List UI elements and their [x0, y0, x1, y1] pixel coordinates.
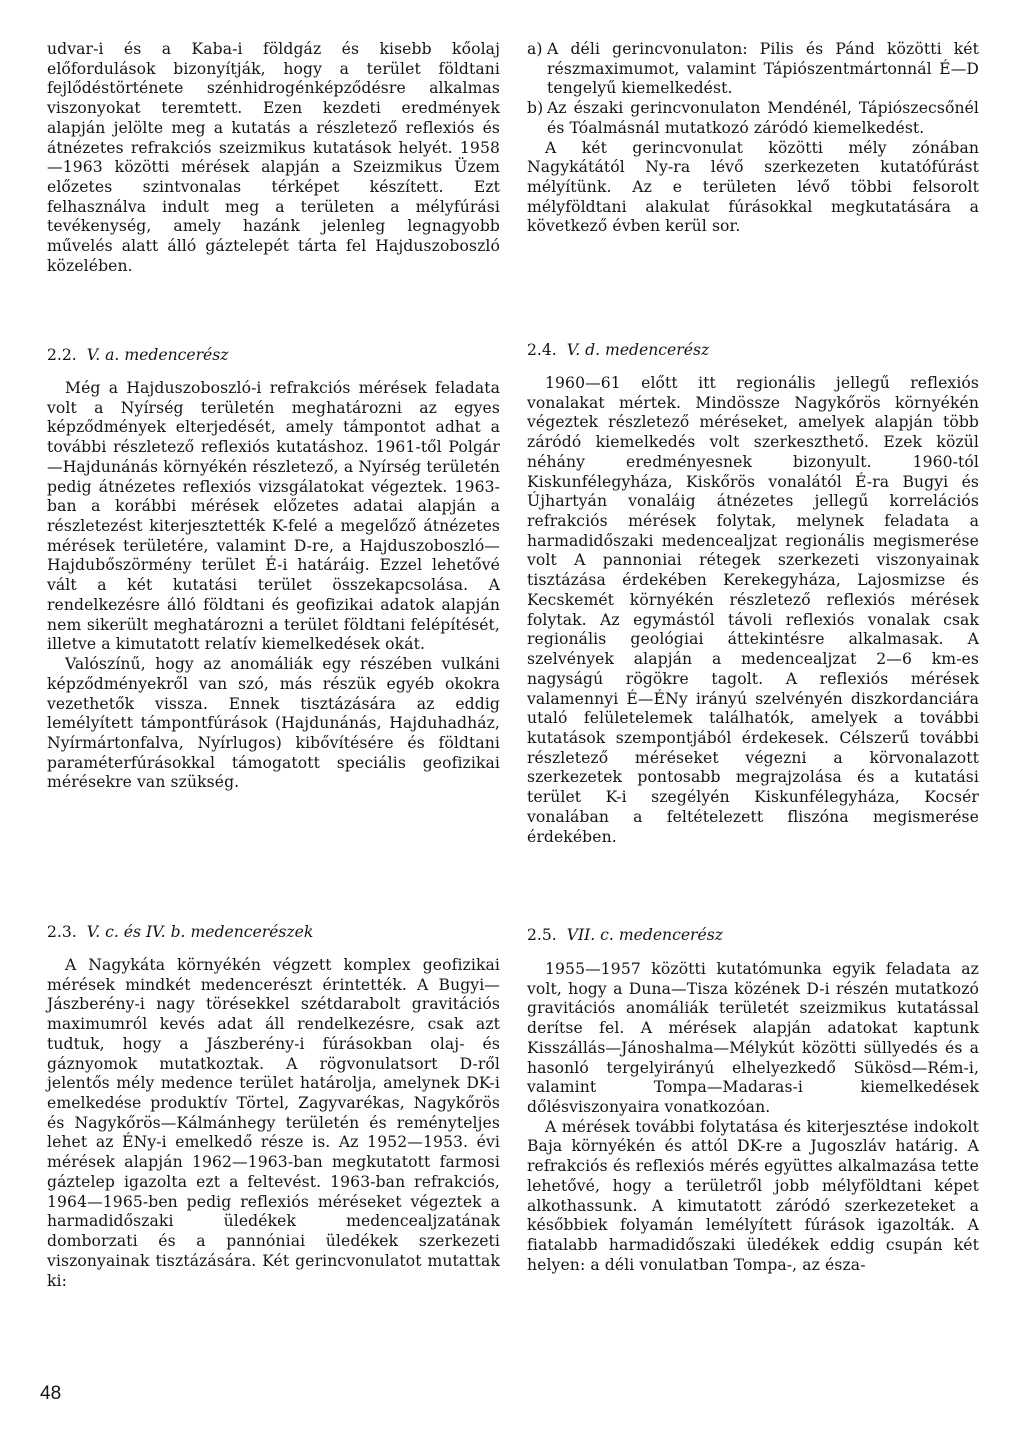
section-number: 2.2. [47, 346, 77, 364]
paragraph-text: A Nagykáta környékén végzett komplex geofizikai mérések mindkét medencerészt érintették. A Bugyi—Jászberény-i nagy törésekkel szétdarabolt gravitációs maximumról kevés adat áll rendelkezésre, csak azt tudtuk, hogy a Jászberény-i fúrásokban olaj- és gáznyomok mutatkoztak. A rögvonulatsort D-ről jelentős mély medence terület határolja, amelynek DK-i emelkedése produktív Törtel, Zagyvarékas, Nagykőrös és Nagykőrös—Kálmánhegy területén és reményteljes lehet az ÉNy-i emelkedő része is. Az 1952—1953. évi mérések alapján 1962—1963-ban megkutatott farmosi gáztelep igazolta ezt a feltevést. 1963-ban refrakciós, 1964—1965-ben pedig reflexiós méréseket végeztek a harmadidőszaki üledékek medencealjzatának domborzati és a pannóniai üledékek szerkezeti viszonyainak tisztázására. Két gerincvonulatot mutattak ki: [47, 956, 500, 1290]
section-heading-2-4 [527, 340, 709, 360]
section-2-4-body [527, 374, 979, 847]
section-number: 2.4. [527, 341, 557, 359]
section-title: V. c. és IV. b. medencerészek [86, 923, 314, 941]
paragraph-text: udvar-i és a Kaba-i földgáz és kisebb kőolaj előfordulások bizonyítják, hogy a terület földtani fejlődéstörténete szénhidrogénképződésre alkalmas viszonyokat teremtett. Ezen kezdeti eredmények alapján jelölte meg a kutatás a részletező reflexiós és átnézetes refrakciós szeizmikus kutatások helyét. 1958—1963 közötti mérések alapján a Szeizmikus Üzem előzetes szintvonalas térképet készített. Ezt felhasználva indult meg a területen a mélyfúrási tevékenység, amely hazánk jelenleg legnagyobb művelés alatt álló gáztelepét tárta fel Hajduszoboszló közelében. [47, 40, 500, 275]
section-title: V. a. medencerész [86, 346, 229, 364]
list-item [527, 99, 979, 138]
section-2-2-body [47, 379, 500, 793]
list-text: Az északi gerincvonulaton Mendénél, Tápiószecsőnél és Tóalmásnál mutatkozó záródó kiemelkedést. [547, 99, 979, 137]
paragraph-text: Még a Hajduszoboszló-i refrakciós mérések feladata volt a Nyírség területén meghatározni az egyes képződmények elterjedését, amely támpontot adhat a további részletező reflexiós kutatáshoz. 1961-től Polgár—Hajdunánás környékén részletező, a Nyírség területén pedig átnézetes reflexiós vizsgálatokat végeztek. 1963-ban a korábbi mérések előzetes adatai alapján a részletezést kiterjesztették K-felé a megelőző átnézetes mérések területére, valamint D-re, a Hajduszoboszló—Hajdubőszörmény terület É-i határáig. Ezzel lehetővé vált a két kutatási terület összekapcsolása. A rendelkezésre álló földtani és geofizikai adatok alapján nem sikerült meghatározni a terület földtani felépítését, illetve a kimutatott relatív kiemelkedések okát. [47, 379, 500, 654]
section-heading-2-2 [47, 345, 228, 365]
paragraph-text: 1955—1957 közötti kutatómunka egyik feladata az volt, hogy a Duna—Tisza közének D-i részén mutatkozó gravitációs anomáliák területét szeizmikus kutatással derítse fel. A mérések alapján adatokat kaptunk Kisszállás—Jánoshalma—Mélykút közötti süllyedés és a hasonló tergelyirányú elhelyezkedő Sükösd—Rém-i, valamint Tompa—Madaras-i kiemelkedések dőlésviszonyaira vonatkozóan. [527, 960, 979, 1117]
paragraph-text: Valószínű, hogy az anomáliák egy részében vulkáni képződményekről van szó, más részük egyéb okokra vezethetők vissza. Ennek tisztázására az eddig lemélyített támpontfúrások (Hajdunánás, Hajduhadház, Nyírmártonfalva, Nyírlugos) kibővítésére és földtani paraméterfúrásokkal támogatott speciális geofizikai mérésekre van szükség. [47, 655, 500, 792]
section-title: VII. c. medencerész [566, 926, 723, 944]
ridge-list [527, 40, 979, 237]
section-title: V. d. medencerész [566, 341, 710, 359]
section-heading-2-5 [527, 925, 723, 945]
section-heading-2-3 [47, 922, 313, 942]
section-number: 2.3. [47, 923, 77, 941]
paragraph-text: A mérések további folytatása és kiterjesztése indokolt Baja környékén és attól DK-re a Jugoszláv határig. A refrakciós és reflexiós mérés együttes alkalmazása tette lehetővé, hogy a területről jobb mélyföldtani képet alkothassunk. A kimutatott záródó szerkezeteket a későbbiek folyamán lemélyített fúrások igazolták. A fiatalabb harmadidőszaki üledékek eddig csupán két helyen: a déli vonulatban Tompa-, az észa- [527, 1117, 979, 1274]
section-2-5-body [527, 960, 979, 1276]
paragraph-text: A két gerincvonulat közötti mély zónában Nagykátától Ny-ra lévő szerkezeten kutatófúrást mélyítünk. Az e területen lévő többi felsorolt mélyföldtani alakulat fúrásokkal megkutatására a következő évben kerül sor. [527, 138, 979, 236]
page-number: 48 [40, 1383, 62, 1404]
list-item [527, 40, 979, 99]
section-2-3-body [47, 956, 500, 1291]
paragraph-text: 1960—61 előtt itt regionális jellegű reflexiós vonalakat mértek. Mindössze Nagykőrös környékén végeztek részletező méréseket, amelyek alapján több záródó kiemelkedés volt szerkeszthető. Ezek közül néhány eredményesnek bizonyult. 1960-tól Kiskunfélegyháza, Kiskőrös vonalától É-ra Bugyi és Újhartyán vonaláig átnézetes jellegű korrelációs refrakciós mérések folytak, melynek feladata a harmadidőszaki medencealjzat regionális megismerése volt A pannoniai rétegek szerkezeti viszonyainak tisztázása érdekében Kerekegyháza, Lajosmizse és Kecskemét környékén részletező reflexiós mérések folytak. Az egymástól távoli reflexiós vonalak csak regionális geológiai áttekintésre alkalmasak. A szelvények alapján a medencealjzat 2—6 km-es nagyságú rögökre tagolt. A reflexiós mérések valamennyi É—ÉNy irányú szelvényén diszkordanciára utaló felületelemek találhatók, amelyek a további kutatások szempontjából érdekesek. Célszerű további részletező méréseket végezni a körvonalazott szerkezetek pontosabb megrajzolása és a kutatási terület K-i szegélyén Kiskunfélegyháza, Kocsér vonalában a feltételezett fliszóna megismerése érdekében. [527, 374, 979, 846]
intro-paragraph [47, 40, 500, 277]
list-text: A déli gerincvonulaton: Pilis és Pánd közötti két részmaximumot, valamint Tápiószentmártonnál É—D tengelyű kiemelkedést. [547, 40, 979, 98]
section-number: 2.5. [527, 926, 557, 944]
list-label: b) [527, 99, 544, 118]
list-label: a) [527, 40, 543, 58]
